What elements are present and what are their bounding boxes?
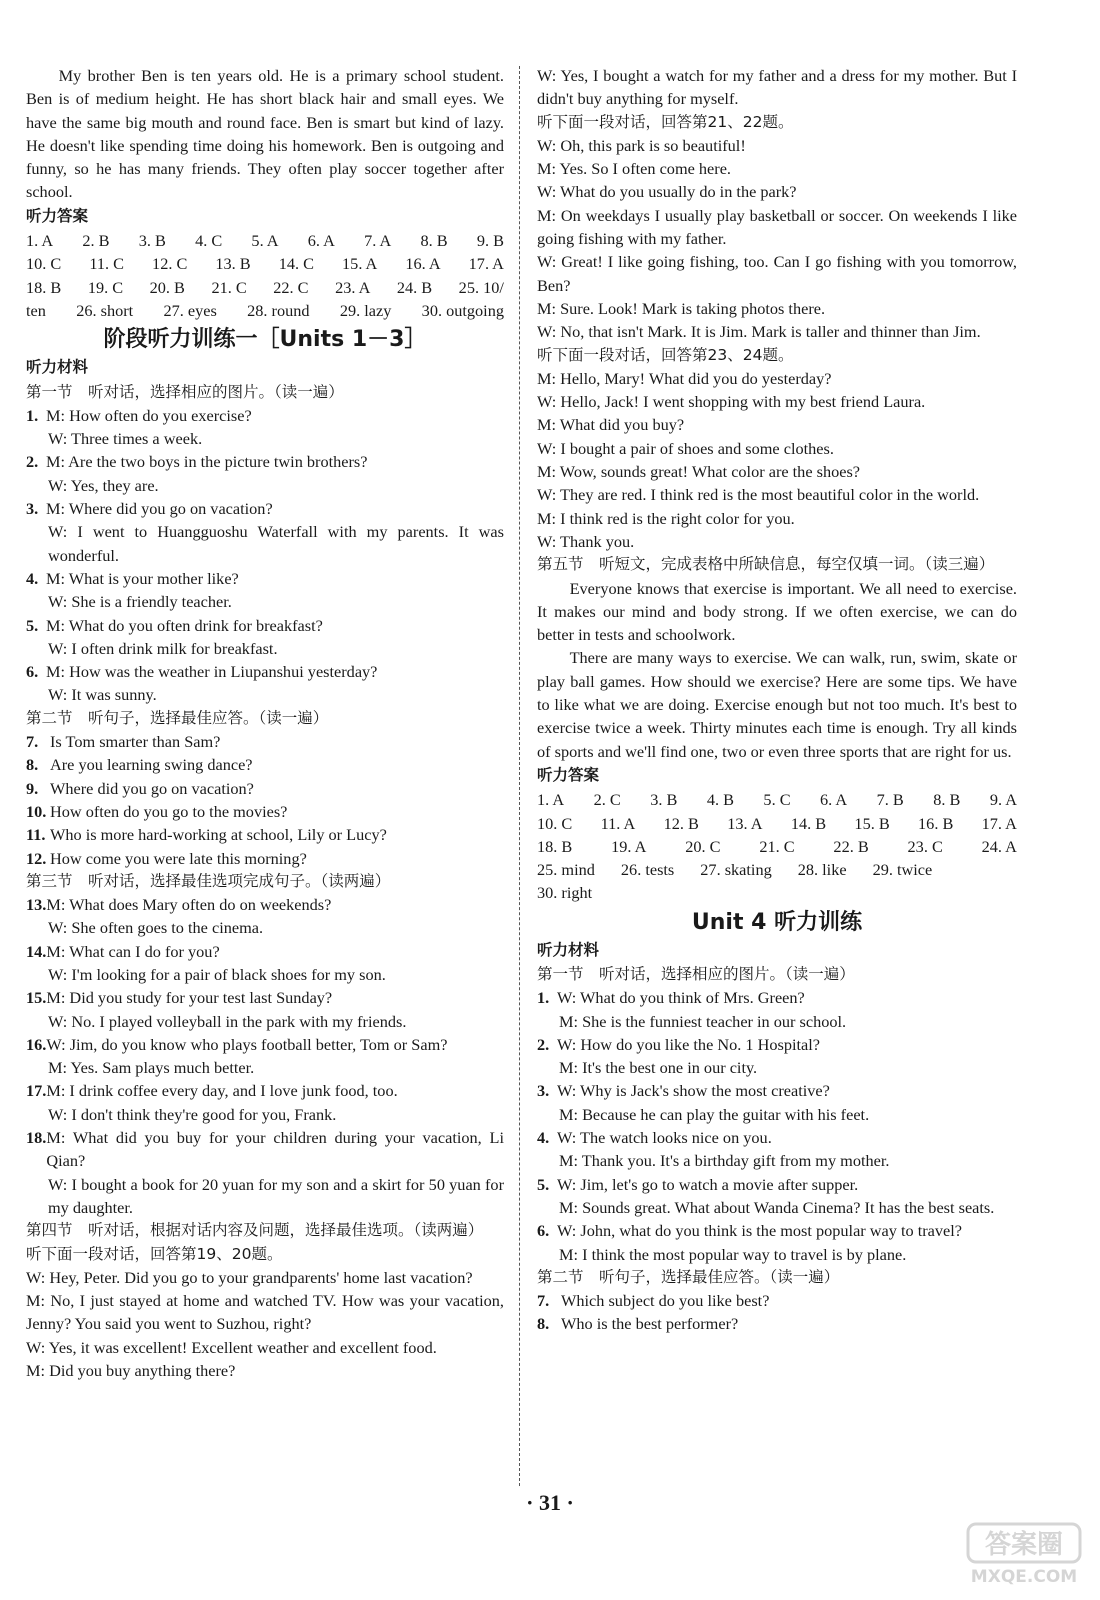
dialogue-line: W: They are red. I think red is the most beautiful color in the world. [537, 485, 980, 505]
answer-item: 27. eyes [163, 300, 217, 320]
answer-item: 7. B [876, 790, 904, 810]
dialogue-text: W: I went to Huangguoshu Waterfall with my parents. It was wonderful. [48, 522, 504, 565]
question-number: 15. [26, 988, 47, 1008]
dialogue-text: M: I drink coffee every day, and I love junk food, too. [46, 1081, 398, 1101]
answer-key [26, 229, 504, 322]
answer-item: 21. C [759, 836, 795, 856]
dialogue-line: M: I think red is the right color for you. [537, 508, 795, 528]
answer-item: 30. outgoing [421, 300, 504, 320]
dialogue-line: W: Great! I like going fishing, too. Can I go fishing with you tomorrow, Ben? [537, 252, 1017, 295]
column-divider [519, 66, 520, 1486]
dialogue-text: M: How was the weather in Liupanshui yesterday? [46, 662, 378, 682]
dialogue-line: M: Yes. So I often come here. [537, 159, 731, 179]
dialogue-line: M: Wow, sounds great! What color are the shoes? [537, 462, 861, 482]
question-number: 16. [26, 1034, 47, 1054]
answer-item: 7. A [364, 231, 392, 251]
answer-item: 1. A [537, 790, 565, 810]
answer-item: 2. B [82, 231, 110, 251]
question-number: 11. [26, 825, 46, 845]
answer-item: 14. C [278, 254, 314, 274]
answer-item: 18. B [537, 836, 573, 856]
dialogue-line [26, 1173, 504, 1220]
part-three-heading: 第三节 听对话，选择最佳选项完成句子。（读两遍） [26, 871, 391, 890]
dialogue-line [537, 1243, 1017, 1266]
sentence-line [537, 1289, 1017, 1312]
answer-row [537, 788, 1017, 811]
dialogue-line [26, 1103, 504, 1126]
answer-row [26, 252, 504, 275]
right-column [537, 64, 1017, 1336]
dialogue-text: W: I don't think they're good for you, Frank. [48, 1104, 337, 1124]
dialogue-text: W: She often goes to the cinema. [48, 918, 264, 938]
answer-item: 9. B [476, 231, 504, 251]
answer-item: 3. B [650, 790, 678, 810]
answer-item: 9. A [989, 790, 1017, 810]
dialogue-text: W: She is a friendly teacher. [48, 592, 232, 612]
sentence-text: Who is the best performer? [561, 1314, 739, 1334]
sentence-list [26, 730, 504, 870]
dialogue-line: W: What do you usually do in the park? [537, 182, 797, 202]
material-heading: 听力材料 [26, 358, 89, 377]
sentence-line [26, 847, 504, 870]
sentence-list [537, 1289, 1017, 1336]
question-number: 2. [537, 1034, 550, 1054]
dialogue-text: M: I think the most popular way to travel is by plane. [559, 1244, 907, 1264]
dialogue-line: M: Sure. Look! Mark is taking photos there. [537, 298, 826, 318]
dialogue-text: W: I often drink milk for breakfast. [48, 638, 278, 658]
answer-item: 12. C [152, 254, 188, 274]
answer-item: 4. C [195, 231, 223, 251]
sentence-line [26, 777, 504, 800]
answer-row [26, 276, 504, 299]
answer-item: 18. B [26, 277, 62, 297]
dialogue-line [26, 614, 504, 637]
dialogue-line [537, 1173, 1017, 1196]
answer-item: 10. C [537, 813, 573, 833]
dialogue-text: W: Jim, do you know who plays football better, Tom or Sam? [46, 1034, 448, 1054]
question-number: 18. [26, 1128, 47, 1148]
answer-item: 28. round [247, 300, 310, 320]
dialogue-text: W: I bought a book for 20 yuan for my son and a skirt for 50 yuan for my daughter. [48, 1174, 504, 1217]
dialogue-line [537, 1149, 1017, 1172]
answer-item: 19. A [611, 836, 647, 856]
sentence-line [537, 1312, 1017, 1335]
dialogue-line [26, 963, 504, 986]
answer-item: 20. C [685, 836, 721, 856]
answer-row [26, 299, 504, 322]
dialogue-line [26, 497, 504, 520]
part-one-heading: 第一节 听对话，选择相应的图片。（读一遍） [537, 964, 855, 983]
dialogue-text: W: Three times a week. [48, 429, 203, 449]
dialogue-text: W: John, what do you think is the most popular way to travel? [557, 1221, 963, 1241]
question-number: 9. [26, 778, 39, 798]
dialogue-text: M: It's the best one in our city. [559, 1058, 758, 1078]
dialogue-text: W: Why is Jack's show the most creative? [557, 1081, 830, 1101]
question-number: 3. [26, 499, 39, 519]
answer-item: 15. B [854, 813, 890, 833]
dialogue-text: W: It was sunny. [48, 685, 157, 705]
dialogue-text: M: How often do you exercise? [46, 405, 252, 425]
dialogue-text: W: Yes, they are. [48, 475, 159, 495]
question-number: 12. [26, 848, 47, 868]
sentence-line [26, 730, 504, 753]
intro-passage: My brother Ben is ten years old. He is a primary school student. Ben is of medium height. He has short black hair and small eyes. We have the same big mouth and round face. Ben is smart but kind of lazy. He doesn't like spending time doing his homework. Ben is outgoing and funny, so he has many friends. They often play soccer together after school. [26, 66, 504, 202]
answer-item: 23. C [907, 836, 943, 856]
answer-item: 21. C [211, 277, 247, 297]
dialogue-list [26, 893, 504, 1219]
dialogue-heading: 听下面一段对话，回答第19、20题。 [26, 1244, 283, 1263]
answer-item: 16. B [918, 813, 954, 833]
section-title: Unit 4 听力训练 [691, 909, 863, 935]
dialogue-text: W: I'm looking for a pair of black shoes for my son. [48, 964, 386, 984]
dialogue-text: W: What do you think of Mrs. Green? [557, 988, 805, 1008]
sentence-text: Is Tom smarter than Sam? [50, 732, 221, 752]
dialogue-line [26, 590, 504, 613]
dialogue-text: M: Thank you. It's a birthday gift from my mother. [559, 1151, 890, 1171]
passage-paragraph: There are many ways to exercise. We can walk, run, swim, skate or play ball games. How should we exercise? Here are some tips. We have to like what we are doing. Exercise enough but not too much. It's best to exercise twice a week. Thirty minutes each time is enough. Try all kinds of sports and we'll find one, two or even three sports that are right for us. [537, 648, 1017, 761]
dialogue-line [537, 1196, 1017, 1219]
answer-item: 16. A [405, 254, 441, 274]
material-heading: 听力材料 [537, 940, 600, 959]
answer-item: 8. B [420, 231, 448, 251]
dialogue-text: M: What can I do for you? [46, 941, 220, 961]
sentence-text: Who is more hard-working at school, Lily or Lucy? [50, 825, 387, 845]
part-two-heading: 第二节 听句子，选择最佳应答。（读一遍） [537, 1267, 840, 1286]
watermark-logo [960, 1520, 1090, 1590]
dialogue-line: M: Hello, Mary! What did you do yesterday? [537, 368, 832, 388]
answer-item: 11. A [600, 813, 636, 833]
answer-key [537, 788, 1017, 904]
dialogue-text: M: Because he can play the guitar with his feet. [559, 1104, 870, 1124]
question-number: 5. [537, 1174, 550, 1194]
answer-item: 24. A [981, 836, 1017, 856]
answers-heading: 听力答案 [537, 765, 600, 784]
answer-item: 15. A [342, 254, 378, 274]
dialogue-text: M: Did you study for your test last Sunday? [46, 988, 333, 1008]
dialogue-text: M: Where did you go on vacation? [46, 499, 273, 519]
answer-item: 1. A [26, 231, 54, 251]
answer-item: ten [26, 300, 46, 320]
left-column [26, 64, 504, 1382]
dialogue-line: W: Hey, Peter. Did you go to your grandparents' home last vacation? [26, 1267, 473, 1287]
dialogue-line: M: No, I just stayed at home and watched TV. How was your vacation, Jenny? You said you went to Suzhou, right? [26, 1291, 504, 1334]
dialogue-text: M: What do you often drink for breakfast? [46, 615, 323, 635]
answer-item: 13. B [215, 254, 251, 274]
answer-item: 5. A [251, 231, 279, 251]
question-number: 6. [26, 662, 39, 682]
sentence-text: How come you were late this morning? [50, 848, 307, 868]
answer-item: 2. C [593, 790, 621, 810]
dialogue-text: M: What does Mary often do on weekends? [46, 895, 332, 915]
page-number: · 31 · [526, 1490, 574, 1515]
answer-row [537, 858, 1017, 881]
dialogue-line: M: Did you buy anything there? [26, 1361, 236, 1381]
sentence-line [26, 823, 504, 846]
part-two-heading: 第二节 听句子，选择最佳应答。（读一遍） [26, 708, 329, 727]
passage-paragraph: Everyone knows that exercise is important. We all need to exercise. It makes our mind and body strong. If we often exercise, we can do better in tests and schoolwork. [537, 578, 1017, 645]
dialogue-list [26, 404, 504, 707]
dialogue-line [26, 450, 504, 473]
question-number: 7. [26, 732, 39, 752]
question-number: 8. [537, 1314, 550, 1334]
sentence-text: Where did you go on vacation? [50, 778, 254, 798]
question-number: 4. [26, 568, 39, 588]
answer-item: 10. C [26, 254, 62, 274]
dialogue-line [26, 404, 504, 427]
answer-item: 3. B [138, 231, 166, 251]
dialogue-text: W: How do you like the No. 1 Hospital? [557, 1034, 821, 1054]
dialogue-line [537, 1103, 1017, 1126]
dialogue-list [537, 986, 1017, 1266]
sentence-text: How often do you go to the movies? [50, 801, 288, 821]
answer-row [537, 812, 1017, 835]
dialogue-heading: 听下面一段对话，回答第23、24题。 [537, 345, 794, 364]
answer-item: 14. B [790, 813, 827, 833]
answer-row [537, 881, 1017, 904]
answer-item: 13. A [727, 813, 763, 833]
dialogue-line [26, 520, 504, 567]
dialogue-line [26, 660, 504, 683]
question-number: 6. [537, 1221, 550, 1241]
long-dialogue [26, 1266, 504, 1382]
section-title: 阶段听力训练一［Units 1－3］ [103, 327, 427, 353]
question-number: 17. [26, 1081, 47, 1101]
dialogue-line: W: Oh, this park is so beautiful! [537, 135, 746, 155]
dialogue-line: W: Yes, I bought a watch for my father and a dress for my mother. But I didn't buy anything for myself. [537, 66, 1017, 109]
answer-item: 5. C [763, 790, 791, 810]
answer-item: 25. mind [537, 860, 595, 880]
answer-item: 28. like [797, 860, 847, 880]
question-number: 8. [26, 755, 39, 775]
dialogue-heading: 听下面一段对话，回答第21、22题。 [537, 112, 794, 131]
dialogue-line [26, 893, 504, 916]
question-number: 10. [26, 801, 47, 821]
dialogue-line [26, 940, 504, 963]
dialogue-line [537, 1033, 1017, 1056]
answer-item: 6. A [307, 231, 335, 251]
dialogue-line [537, 1010, 1017, 1033]
dialogue-text: W: The watch looks nice on you. [557, 1128, 772, 1148]
answer-row [26, 229, 504, 252]
dialogue-text: W: Jim, let's go to watch a movie after supper. [557, 1174, 859, 1194]
question-number: 5. [26, 615, 39, 635]
dialogue-line [537, 1126, 1017, 1149]
answer-item: 11. C [89, 254, 125, 274]
dialogue-line [26, 683, 504, 706]
dialogue-line [537, 986, 1017, 1009]
answer-item: 27. skating [700, 860, 772, 880]
dialogue-text: M: She is the funniest teacher in our school. [559, 1011, 847, 1031]
dialogue-text: M: Sounds great. What about Wanda Cinema? It has the best seats. [559, 1197, 995, 1217]
question-number: 4. [537, 1128, 550, 1148]
question-number: 1. [537, 988, 550, 1008]
question-number: 2. [26, 452, 39, 472]
watermark-text: MXQE.COM [970, 1567, 1078, 1587]
question-number: 7. [537, 1291, 550, 1311]
question-number: 1. [26, 405, 39, 425]
answer-item: 25. 10/ [458, 277, 504, 297]
dialogue-text: M: Yes. Sam plays much better. [48, 1058, 255, 1078]
dialogue-line [26, 637, 504, 660]
long-dialogue [537, 134, 1017, 344]
question-number: 3. [537, 1081, 550, 1101]
answers-heading: 听力答案 [26, 206, 89, 225]
dialogue-line [26, 986, 504, 1009]
dialogue-text: W: No. I played volleyball in the park with my friends. [48, 1011, 407, 1031]
svg-text:答案圈: 答案圈 [984, 1530, 1064, 1560]
answer-item: 4. B [706, 790, 734, 810]
part-one-heading: 第一节 听对话，选择相应的图片。（读一遍） [26, 382, 344, 401]
dialogue-line [26, 1010, 504, 1033]
question-number: 14. [26, 941, 47, 961]
dialogue-line: W: Thank you. [537, 531, 635, 551]
question-number: 13. [26, 895, 47, 915]
dialogue-line [26, 916, 504, 939]
answer-item: 22. C [273, 277, 309, 297]
dialogue-text: M: Are the two boys in the picture twin brothers? [46, 452, 368, 472]
long-dialogue [537, 367, 1017, 553]
dialogue-text: M: What is your mother like? [46, 568, 239, 588]
dialogue-line [537, 1056, 1017, 1079]
dialogue-line [26, 1033, 504, 1056]
dialogue-line [537, 1079, 1017, 1102]
dialogue-text: M: What did you buy for your children during your vacation, Li Qian? [46, 1128, 504, 1171]
dialogue-line: W: Hello, Jack! I went shopping with my best friend Laura. [537, 392, 926, 412]
answer-item: 22. B [833, 836, 869, 856]
dialogue-line: W: I bought a pair of shoes and some clothes. [537, 438, 834, 458]
answer-item: 8. B [933, 790, 961, 810]
long-dialogue-continued [537, 64, 1017, 111]
sentence-text: Which subject do you like best? [561, 1291, 770, 1311]
dialogue-line [26, 427, 504, 450]
dialogue-line [537, 1219, 1017, 1242]
answer-item: 26. short [76, 300, 134, 320]
answer-item: 20. B [149, 277, 185, 297]
dialogue-line: M: On weekdays I usually play basketball or soccer. On weekends I like going fishing with my father. [537, 205, 1017, 249]
answer-item: 12. B [663, 813, 699, 833]
dialogue-line: W: Yes, it was excellent! Excellent weather and excellent food. [26, 1337, 437, 1357]
dialogue-line [26, 1079, 504, 1102]
sentence-line [26, 753, 504, 776]
part-five-heading: 第五节 听短文，完成表格中所缺信息，每空仅填一词。（读三遍） [537, 555, 995, 574]
answer-item: 29. twice [872, 860, 933, 880]
answer-item: 19. C [87, 277, 124, 297]
dialogue-line: W: No, that isn't Mark. It is Jim. Mark is taller and thinner than Jim. [537, 322, 981, 342]
dialogue-line: M: What did you buy? [537, 415, 685, 435]
answer-item: 26. tests [620, 860, 675, 880]
part-four-heading: 第四节 听对话，根据对话内容及问题，选择最佳选项。（读两遍） [26, 1221, 484, 1240]
answer-item: 24. B [396, 277, 433, 297]
answer-item: 29. lazy [339, 300, 392, 320]
answer-item: 6. A [820, 790, 848, 810]
dialogue-line [26, 567, 504, 590]
answer-item: 30. right [537, 883, 593, 903]
answer-item: 23. A [335, 277, 371, 297]
dialogue-line [26, 1056, 504, 1079]
dialogue-line [26, 1126, 504, 1173]
answer-item: 17. A [468, 254, 504, 274]
sentence-text: Are you learning swing dance? [50, 755, 253, 775]
answer-row [537, 835, 1017, 858]
dialogue-line [26, 474, 504, 497]
sentence-line [26, 800, 504, 823]
answer-item: 17. A [981, 813, 1017, 833]
